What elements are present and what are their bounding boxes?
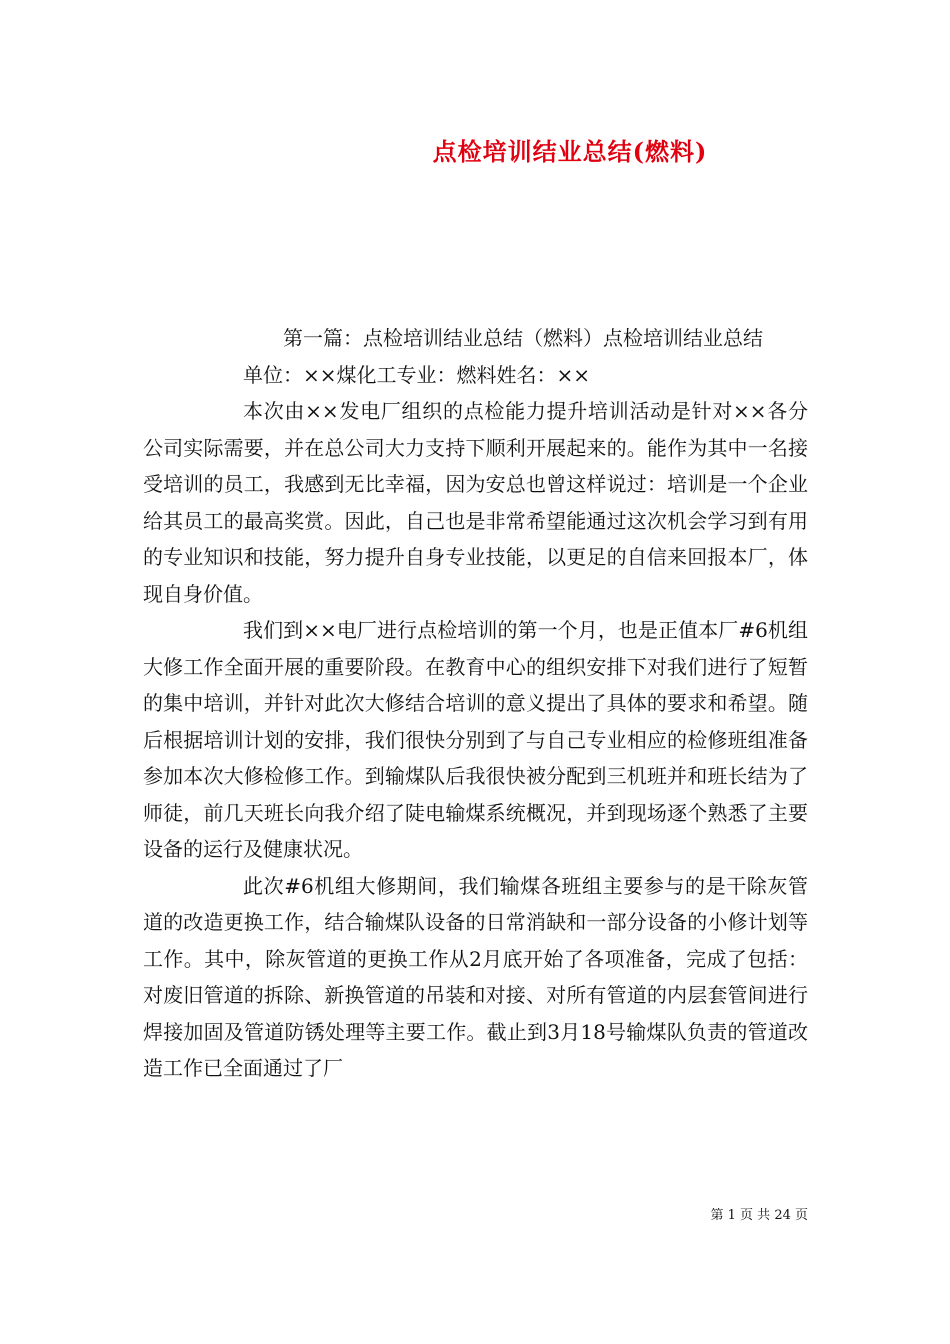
page-number: 第 1 页 共 24 页 [710,1208,808,1223]
document-body [143,320,808,1087]
unit-line: 单位：××煤化工专业：燃料姓名：×× [243,362,591,387]
document-title: 点检培训结业总结(燃料) [432,137,708,166]
paragraph-2: 我们到××电厂进行点检培训的第一个月，也是正值本厂#6机组大修工作全面开展的重要阶段。在教育中心的组织安排下对我们进行了短暂的集中培训，并针对此次大修结合培训的意义提出了具体的要求和希望。随后根据培训计划的安排，我们很快分别到了与自己专业相应的检修班组准备参加本次大修检修工作。到输煤队后我很快被分配到三机班并和班长结为了师徒，前几天班长向我介绍了陡电输煤系统概况，并到现场逐个熟悉了主要设备的运行及健康状况。 [143,618,808,861]
paragraph-1: 本次由××发电厂组织的点检能力提升培训活动是针对××各分公司实际需要，并在总公司大力支持下顺利开展起来的。能作为其中一名接受培训的员工，我感到无比幸福，因为安总也曾这样说过：培训是一个企业给其员工的最高奖赏。因此，自己也是非常希望能通过这次机会学习到有用的专业知识和技能，努力提升自身专业技能，以更足的自信来回报本厂，体现自身价值。 [143,399,808,606]
paragraph-3: 此次#6机组大修期间，我们输煤各班组主要参与的是干除灰管道的改造更换工作，结合输煤队设备的日常消缺和一部分设备的小修计划等工作。其中，除灰管道的更换工作从2月底开始了各项准备，完成了包括：对废旧管道的拆除、新换管道的吊装和对接、对所有管道的内层套管间进行焊接加固及管道防锈处理等主要工作。截止到3月18号输煤队负责的管道改造工作已全面通过了厂 [143,873,808,1080]
heading-line: 第一篇：点检培训结业总结（燃料）点检培训结业总结 [283,326,763,350]
